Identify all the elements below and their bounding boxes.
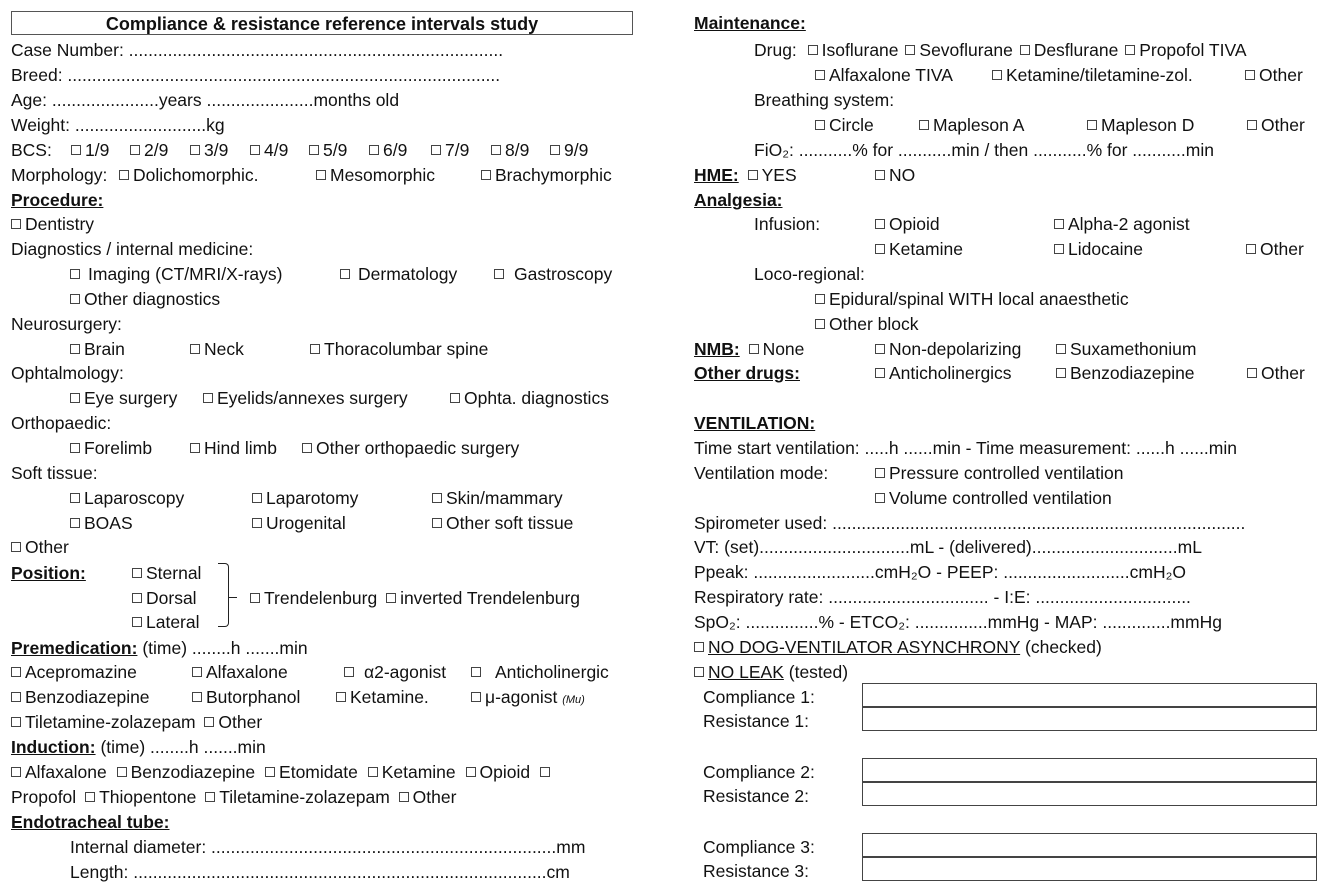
- option-hme-yes[interactable]: YES: [748, 165, 797, 185]
- checkbox[interactable]: [875, 344, 885, 354]
- option-alfaxalone-tiva[interactable]: Alfaxalone TIVA: [815, 65, 953, 85]
- option-ind-etomidate[interactable]: Etomidate: [265, 762, 358, 782]
- resistance-1-label: Resistance 1:: [703, 711, 810, 731]
- ventilation-mode-label: Ventilation mode:: [694, 463, 829, 483]
- checkbox[interactable]: [875, 368, 885, 378]
- option-dorsal[interactable]: Dorsal: [132, 586, 197, 611]
- position-bracket-tip: [229, 597, 237, 598]
- option-mapleson-a[interactable]: Mapleson A: [919, 113, 1024, 138]
- checkbox[interactable]: [71, 145, 81, 155]
- checkbox[interactable]: [992, 70, 1002, 80]
- checkbox[interactable]: [875, 170, 885, 180]
- option-other-premed[interactable]: Other: [204, 712, 262, 732]
- option-infusion-ketamine[interactable]: Ketamine: [875, 239, 963, 259]
- checkbox[interactable]: [252, 493, 262, 503]
- checkbox[interactable]: [1020, 45, 1030, 55]
- bcs-label: BCS:: [11, 140, 52, 160]
- option-infusion-other[interactable]: Other: [1246, 237, 1304, 262]
- resistance-1-input[interactable]: [862, 707, 1317, 731]
- option-ophta-diagnostics[interactable]: Ophta. diagnostics: [450, 386, 609, 411]
- option-sternal[interactable]: Sternal: [132, 561, 201, 586]
- case-number-field[interactable]: Case Number: .............................................................................: [11, 40, 504, 60]
- checkbox[interactable]: [550, 145, 560, 155]
- breathing-system-label: Breathing system:: [754, 90, 895, 110]
- option-mu-agonist[interactable]: μ-agonist (Mu): [471, 685, 585, 713]
- checkbox[interactable]: [190, 145, 200, 155]
- checkbox[interactable]: [815, 319, 825, 329]
- bcs-option[interactable]: 8/9: [491, 138, 529, 163]
- option-lateral[interactable]: Lateral: [132, 610, 200, 635]
- option-suxamethonium[interactable]: Suxamethonium: [1056, 337, 1196, 362]
- option-ind-other[interactable]: Other: [399, 787, 457, 807]
- checkbox[interactable]: [132, 593, 142, 603]
- checkbox[interactable]: [192, 667, 202, 677]
- checkbox[interactable]: [205, 792, 215, 802]
- checkbox[interactable]: [130, 145, 140, 155]
- option-opioid[interactable]: Opioid: [875, 212, 940, 237]
- analgesia-heading: Analgesia:: [694, 190, 783, 210]
- checkbox[interactable]: [815, 294, 825, 304]
- nmb-row: [694, 337, 1197, 362]
- checkbox[interactable]: [748, 170, 758, 180]
- option-epidural[interactable]: Epidural/spinal WITH local anaesthetic: [815, 287, 1129, 312]
- premedication-row-1: [11, 660, 609, 685]
- checkbox[interactable]: [808, 45, 818, 55]
- option-dermatology[interactable]: Dermatology: [340, 262, 457, 287]
- induction-row: [11, 735, 266, 760]
- checkbox[interactable]: [875, 244, 885, 254]
- resistance-3-label: Resistance 3:: [703, 861, 810, 881]
- procedure-heading: Procedure:: [11, 190, 104, 210]
- checkbox[interactable]: [250, 593, 260, 603]
- option-laparotomy[interactable]: Laparotomy: [252, 486, 358, 511]
- spirometer-field[interactable]: Spirometer used: .....................................................................................: [694, 513, 1246, 533]
- respiratory-rate-field[interactable]: Respiratory rate: ................................. - I:E: ................................: [694, 587, 1191, 607]
- option-ketamine-tiletamine[interactable]: Ketamine/tiletamine-zol.: [992, 63, 1193, 88]
- neurosurgery-row: [70, 337, 489, 362]
- induction-time-field[interactable]: (time) ........h .......min: [100, 737, 266, 757]
- bcs-option[interactable]: 1/9: [71, 138, 109, 163]
- checkbox[interactable]: [1125, 45, 1135, 55]
- checkbox[interactable]: [431, 145, 441, 155]
- option-forelimb[interactable]: Forelimb: [70, 438, 152, 458]
- checkbox[interactable]: [11, 542, 21, 552]
- checkbox[interactable]: [344, 667, 354, 677]
- trendelenburg-row: [250, 586, 580, 611]
- checkbox[interactable]: [540, 767, 550, 777]
- checkbox[interactable]: [471, 667, 481, 677]
- checkbox[interactable]: [875, 219, 885, 229]
- checkbox[interactable]: [340, 269, 350, 279]
- compliance-3-label: Compliance 3:: [703, 837, 815, 857]
- orthopaedic-label: Orthopaedic:: [11, 413, 112, 433]
- checkbox[interactable]: [204, 717, 214, 727]
- compliance-1-label: Compliance 1:: [703, 687, 815, 707]
- option-alfaxalone[interactable]: Alfaxalone: [192, 660, 288, 685]
- premedication-heading: Premedication:: [11, 638, 138, 658]
- maintenance-heading: Maintenance:: [694, 13, 806, 33]
- premedication-time-field[interactable]: (time) ........h .......min: [142, 638, 308, 658]
- option-butorphanol[interactable]: Butorphanol: [192, 685, 300, 710]
- option-drug-other[interactable]: Other: [1245, 63, 1303, 88]
- length-field[interactable]: Length: .....................................................................................cm: [70, 862, 570, 882]
- drug-row-1: [754, 38, 1247, 63]
- checkbox[interactable]: [815, 120, 825, 130]
- checkbox[interactable]: [1054, 244, 1064, 254]
- checkbox[interactable]: [494, 269, 504, 279]
- option-ind-thiopentone[interactable]: Thiopentone: [85, 787, 196, 807]
- checkbox[interactable]: [749, 344, 759, 354]
- checkbox[interactable]: [203, 393, 213, 403]
- option-benzodiazepine[interactable]: Benzodiazepine: [11, 687, 150, 707]
- checkbox[interactable]: [70, 294, 80, 304]
- checkbox[interactable]: [1245, 70, 1255, 80]
- drug-row-2: [815, 63, 1303, 88]
- soft-tissue-label: Soft tissue:: [11, 463, 98, 483]
- fio2-field[interactable]: FiO₂: ...........% for ...........min / then ...........% for ...........min: [754, 140, 1214, 160]
- option-alpha2-agonist[interactable]: Alpha-2 agonist: [1054, 212, 1190, 237]
- bcs-option[interactable]: 6/9: [369, 138, 407, 163]
- position-bracket: [218, 563, 229, 627]
- checkbox[interactable]: [252, 518, 262, 528]
- compliance-1-input[interactable]: [862, 683, 1317, 707]
- diagnostics-row: [70, 262, 613, 287]
- option-skin-mammary[interactable]: Skin/mammary: [432, 486, 563, 511]
- checkbox[interactable]: [190, 344, 200, 354]
- checkbox[interactable]: [1056, 344, 1066, 354]
- option-other-drugs-other[interactable]: Other: [1247, 361, 1305, 386]
- bcs-row: [11, 138, 589, 163]
- option-desflurane[interactable]: Desflurane: [1020, 40, 1119, 60]
- resistance-2-label: Resistance 2:: [703, 786, 810, 806]
- option-brain[interactable]: Brain: [70, 339, 125, 359]
- bcs-option[interactable]: 5/9: [309, 138, 347, 163]
- mu-note: (Mu): [562, 694, 585, 706]
- neurosurgery-label: Neurosurgery:: [11, 314, 122, 334]
- premedication-row-2: [11, 685, 585, 710]
- spo2-field[interactable]: SpO₂: ...............% - ETCO₂: ...............mmHg - MAP: ..............mmHg: [694, 612, 1222, 632]
- checkbox[interactable]: [1056, 368, 1066, 378]
- checkbox[interactable]: [11, 219, 21, 229]
- checkbox[interactable]: [132, 617, 142, 627]
- checkbox[interactable]: [1054, 219, 1064, 229]
- nmb-heading: NMB:: [694, 339, 740, 359]
- checkbox[interactable]: [491, 145, 501, 155]
- checkbox[interactable]: [432, 518, 442, 528]
- checkbox[interactable]: [368, 767, 378, 777]
- checkbox[interactable]: [70, 393, 80, 403]
- checkbox[interactable]: [694, 667, 704, 677]
- option-other-block[interactable]: Other block: [815, 312, 918, 337]
- induction-row-2: [11, 785, 456, 810]
- checkbox[interactable]: [117, 767, 127, 777]
- option-volume-controlled[interactable]: Volume controlled ventilation: [875, 486, 1112, 511]
- checkbox[interactable]: [399, 792, 409, 802]
- bcs-option[interactable]: 3/9: [190, 138, 228, 163]
- infusion-row-2: [875, 237, 1304, 262]
- diagnostics-label: Diagnostics / internal medicine:: [11, 239, 254, 259]
- option-other-procedure[interactable]: Other: [11, 535, 69, 560]
- option-eye-surgery[interactable]: Eye surgery: [70, 388, 177, 408]
- drug-label: Drug:: [754, 40, 797, 60]
- endotracheal-tube-heading: Endotracheal tube:: [11, 812, 170, 832]
- checkbox[interactable]: [11, 767, 21, 777]
- option-mapleson-d[interactable]: Mapleson D: [1087, 113, 1194, 138]
- option-other-benzodiazepine[interactable]: Benzodiazepine: [1056, 361, 1195, 386]
- option-inverted-trendelenburg[interactable]: inverted Trendelenburg: [386, 588, 580, 608]
- orthopaedic-row: [70, 436, 520, 461]
- compliance-2-input[interactable]: [862, 758, 1317, 782]
- option-gastroscopy[interactable]: Gastroscopy: [494, 262, 612, 287]
- option-no-asynchrony[interactable]: NO DOG-VENTILATOR ASYNCHRONY (checked): [694, 635, 1102, 660]
- checkbox[interactable]: [1247, 368, 1257, 378]
- resistance-3-input[interactable]: [862, 857, 1317, 881]
- checkbox[interactable]: [250, 145, 260, 155]
- option-hme-no[interactable]: NO: [875, 163, 915, 188]
- form-title: Compliance & resistance reference intervals study: [11, 11, 633, 35]
- checkbox[interactable]: [432, 493, 442, 503]
- option-hind-limb[interactable]: Hind limb: [190, 436, 277, 461]
- option-anticholinergics[interactable]: Anticholinergics: [875, 361, 1012, 386]
- morphology-row: [11, 163, 612, 188]
- bcs-option[interactable]: 4/9: [250, 138, 288, 163]
- ventilation-heading: VENTILATION:: [694, 413, 816, 433]
- option-other-soft-tissue[interactable]: Other soft tissue: [432, 511, 573, 536]
- checkbox[interactable]: [481, 170, 491, 180]
- option-neck[interactable]: Neck: [190, 337, 244, 362]
- resistance-2-input[interactable]: [862, 782, 1317, 806]
- checkbox[interactable]: [466, 767, 476, 777]
- option-tiletamine-zolazepam[interactable]: Tiletamine-zolazepam: [11, 712, 196, 732]
- breed-field[interactable]: Breed: .........................................................................................: [11, 65, 501, 85]
- bcs-option[interactable]: 2/9: [130, 138, 168, 163]
- option-imaging[interactable]: Imaging (CT/MRI/X-rays): [70, 264, 282, 284]
- hme-heading: HME:: [694, 165, 739, 185]
- position-heading: Position:: [11, 563, 86, 583]
- checkbox[interactable]: [70, 493, 80, 503]
- option-non-depolarizing[interactable]: Non-depolarizing: [875, 337, 1021, 362]
- checkbox[interactable]: [192, 692, 202, 702]
- option-lidocaine[interactable]: Lidocaine: [1054, 237, 1143, 262]
- checkbox[interactable]: [70, 344, 80, 354]
- option-ind-ketamine[interactable]: Ketamine: [368, 762, 456, 782]
- checkbox[interactable]: [11, 692, 21, 702]
- checkbox[interactable]: [1246, 244, 1256, 254]
- option-propofol-tiva[interactable]: Propofol TIVA: [1125, 40, 1246, 60]
- checkbox[interactable]: [471, 692, 481, 702]
- checkbox[interactable]: [369, 145, 379, 155]
- morphology-option[interactable]: Mesomorphic: [316, 163, 435, 188]
- checkbox[interactable]: [85, 792, 95, 802]
- morphology-option[interactable]: Dolichomorphic.: [119, 163, 258, 188]
- checkbox[interactable]: [450, 393, 460, 403]
- option-boas[interactable]: BOAS: [70, 513, 133, 533]
- morphology-label: Morphology:: [11, 165, 108, 185]
- soft-tissue-row-2: [70, 511, 574, 536]
- option-other-diagnostics[interactable]: Other diagnostics: [70, 287, 220, 312]
- option-nmb-none[interactable]: None: [749, 339, 805, 359]
- option-a2-agonist[interactable]: α2-agonist: [344, 660, 446, 685]
- checkbox[interactable]: [132, 568, 142, 578]
- premedication-row-3: [11, 710, 262, 735]
- checkbox[interactable]: [11, 717, 21, 727]
- weight-field[interactable]: Weight: ...........................kg: [11, 115, 225, 135]
- option-anticholinergic[interactable]: Anticholinergic: [471, 660, 609, 685]
- other-drugs-row: [694, 361, 1305, 386]
- option-ind-benzodiazepine[interactable]: Benzodiazepine: [117, 762, 256, 782]
- checkbox[interactable]: [302, 443, 312, 453]
- infusion-label: Infusion:: [754, 214, 821, 234]
- checkbox[interactable]: [694, 642, 704, 652]
- option-ind-opioid[interactable]: Opioid: [466, 762, 531, 782]
- checkbox[interactable]: [265, 767, 275, 777]
- other-drugs-heading: Other drugs:: [694, 363, 800, 383]
- checkbox[interactable]: [119, 170, 129, 180]
- option-ketamine[interactable]: Ketamine.: [336, 685, 429, 710]
- option-acepromazine[interactable]: Acepromazine: [11, 662, 137, 682]
- checkbox[interactable]: [815, 70, 825, 80]
- morphology-option[interactable]: Brachymorphic: [481, 163, 612, 188]
- checkbox[interactable]: [875, 468, 885, 478]
- bcs-option[interactable]: 7/9: [431, 138, 469, 163]
- infusion-row-1: [754, 212, 1190, 237]
- checkbox[interactable]: [1247, 120, 1257, 130]
- ventilation-mode-row: [694, 461, 1124, 486]
- option-urogenital[interactable]: Urogenital: [252, 511, 346, 536]
- option-breathing-other[interactable]: Other: [1247, 113, 1305, 138]
- option-thoracolumbar[interactable]: Thoracolumbar spine: [310, 337, 488, 362]
- time-start-field[interactable]: Time start ventilation: .....h ......min - Time measurement: ......h ......min: [694, 438, 1237, 458]
- ppeak-field[interactable]: Ppeak: .........................cmH₂O - PEEP: ..........................cmH₂O: [694, 562, 1187, 582]
- option-isoflurane[interactable]: Isoflurane: [808, 40, 899, 60]
- option-sevoflurane[interactable]: Sevoflurane: [905, 40, 1012, 60]
- ophtalmology-row: [70, 386, 609, 411]
- option-other-ortho[interactable]: Other orthopaedic surgery: [302, 436, 519, 461]
- ophtalmology-label: Ophtalmology:: [11, 363, 124, 383]
- checkbox[interactable]: [919, 120, 929, 130]
- age-field[interactable]: Age: ......................years ......................months old: [11, 90, 400, 110]
- breathing-row: [815, 113, 1305, 138]
- checkbox[interactable]: [309, 145, 319, 155]
- checkbox[interactable]: [310, 344, 320, 354]
- soft-tissue-row-1: [70, 486, 563, 511]
- option-trendelenburg[interactable]: Trendelenburg: [250, 588, 377, 608]
- premedication-row: [11, 636, 308, 661]
- loco-regional-label: Loco-regional:: [754, 264, 865, 284]
- checkbox[interactable]: [1087, 120, 1097, 130]
- checkbox[interactable]: [386, 593, 396, 603]
- checkbox[interactable]: [905, 45, 915, 55]
- hme-row: [694, 163, 916, 188]
- checkbox[interactable]: [11, 667, 21, 677]
- checkbox[interactable]: [316, 170, 326, 180]
- vt-field[interactable]: VT: (set)...............................mL - (delivered)..............................mL: [694, 537, 1202, 557]
- option-ind-propofol[interactable]: Propofol: [11, 787, 77, 807]
- option-circle[interactable]: Circle: [815, 115, 874, 135]
- internal-diameter-field[interactable]: Internal diameter: .......................................................................mm: [70, 837, 586, 857]
- bcs-option[interactable]: 9/9: [550, 138, 588, 163]
- checkbox[interactable]: [336, 692, 346, 702]
- option-laparoscopy[interactable]: Laparoscopy: [70, 488, 184, 508]
- option-no-leak[interactable]: NO LEAK (tested): [694, 660, 848, 685]
- checkbox[interactable]: [70, 518, 80, 528]
- option-pressure-controlled[interactable]: Pressure controlled ventilation: [875, 461, 1123, 486]
- option-ind-alfaxalone[interactable]: Alfaxalone: [11, 762, 107, 782]
- option-dentistry[interactable]: Dentistry: [11, 212, 94, 237]
- induction-heading: Induction:: [11, 737, 96, 757]
- compliance-2-label: Compliance 2:: [703, 762, 815, 782]
- option-eyelids[interactable]: Eyelids/annexes surgery: [203, 386, 408, 411]
- checkbox[interactable]: [190, 443, 200, 453]
- checkbox[interactable]: [875, 493, 885, 503]
- option-ind-tiletamine-zolazepam[interactable]: Tiletamine-zolazepam: [205, 787, 390, 807]
- induction-row-1: [11, 760, 554, 785]
- compliance-3-input[interactable]: [862, 833, 1317, 857]
- checkbox[interactable]: [70, 443, 80, 453]
- checkbox[interactable]: [70, 269, 80, 279]
